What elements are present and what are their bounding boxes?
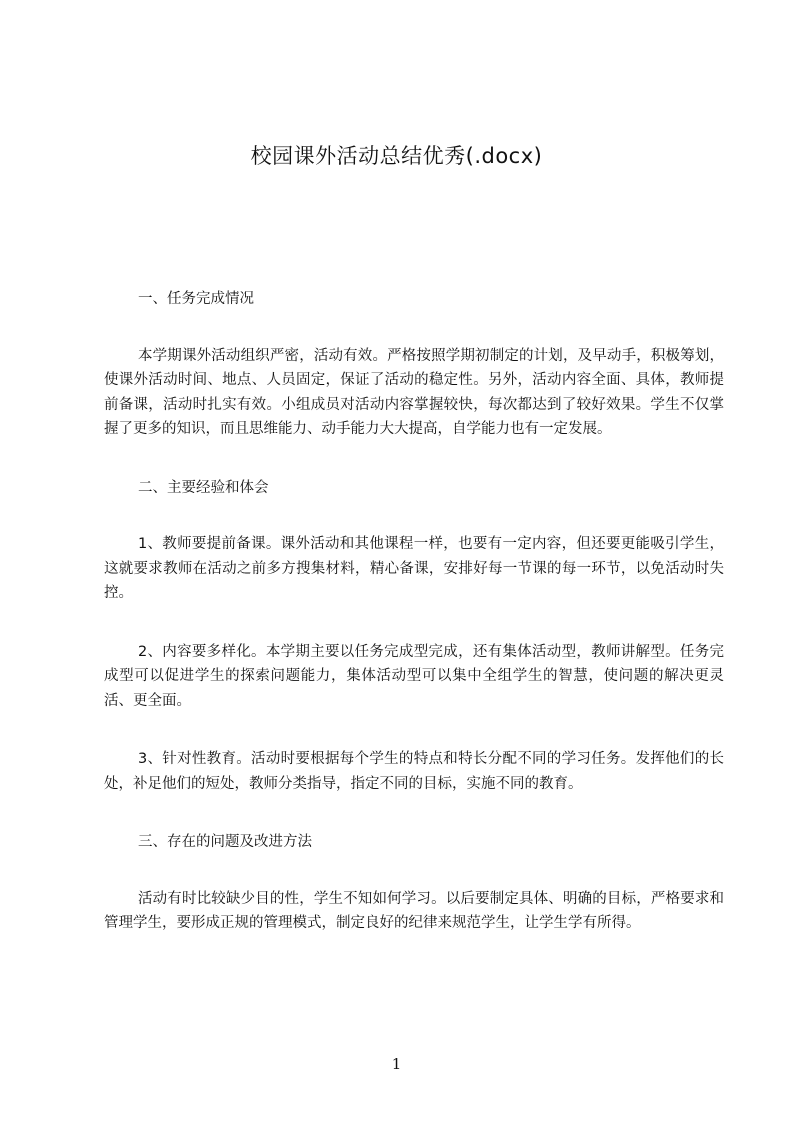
document-title: 校园课外活动总结优秀(.docx) xyxy=(250,144,543,168)
section-3-paragraph-1: 活动有时比较缺少目的性，学生不知如何学习。以后要制定具体、明确的目标，严格要求和管理学生，要形成正规的管理模式，制定良好的纪律来规范学生，让学生学有所得。 xyxy=(104,890,724,931)
section-2-paragraph-3: 3、针对性教育。活动时要根据每个学生的特点和特长分配不同的学习任务。发挥他们的长处，补足他们的短处，教师分类指导，指定不同的目标，实施不同的教育。 xyxy=(104,751,724,792)
section-heading-1: 一、任务完成情况 xyxy=(138,291,254,307)
section-2-paragraph-1: 1、教师要提前备课。课外活动和其他课程一样，也要有一定内容，但还要更能吸引学生，这就要求教师在活动之前多方搜集材料，精心备课，安排好每一节课的每一环节，以免活动时失控。 xyxy=(104,536,724,601)
section-heading-2: 二、主要经验和体会 xyxy=(138,479,269,496)
section-heading-3: 三、存在的问题及改进方法 xyxy=(138,834,312,850)
section-2-paragraph-2: 2、内容要多样化。本学期主要以任务完成型完成，还有集体活动型，教师讲解型。任务完成型可以促进学生的探索问题能力，集体活动型可以集中全组学生的智慧，使问题的解决更灵活、更全面。 xyxy=(104,643,724,709)
section-1-paragraph-1: 本学期课外活动组织严密，活动有效。严格按照学期初制定的计划，及早动手，积极筹划，使课外活动时间、地点、人员固定，保证了活动的稳定性。另外，活动内容全面、具体，教师提前备课，活动时扎实有效。小组成员对活动内容掌握较快，每次都达到了较好效果。学生不仅掌握了更多的知识，而且思维能力、动手能力大大提高，自学能力也有一定发展。 xyxy=(104,347,724,437)
document-body xyxy=(104,287,724,936)
page-number: 1 xyxy=(391,1055,402,1073)
